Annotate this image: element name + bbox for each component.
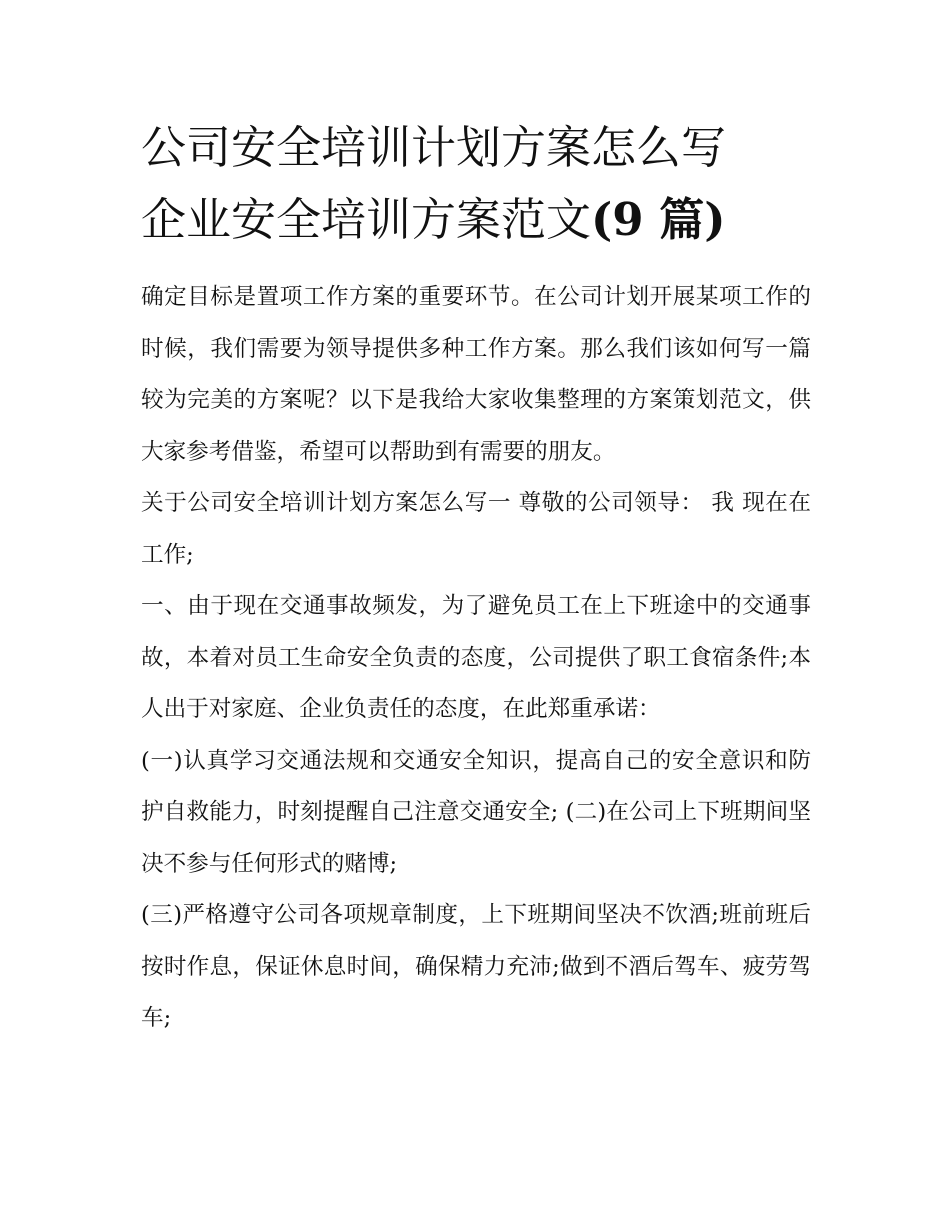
title-line-2-main: 企业安全培训方案范文	[141, 193, 592, 246]
section-heading-paragraph: 关于公司安全培训计划方案怎么写一 尊敬的公司领导： 我 现在在 工作;	[141, 490, 811, 568]
title-line-2	[141, 184, 811, 256]
item-1-2-paragraph: (一)认真学习交通法规和交通安全知识，提高自己的安全意识和防护自救能力，时刻提醒自己注意交通安全; (二)在公司上下班期间坚决不参与任何形式的赌博;	[141, 747, 811, 877]
commitment-paragraph: 一、由于现在交通事故频发，为了避免员工在上下班途中的交通事故，本着对员工生命安全负责的态度，公司提供了职工食宿条件;本人出于对家庭、企业负责任的态度，在此郑重承诺：	[141, 593, 811, 722]
title-line-1: 公司安全培训计划方案怎么写	[141, 121, 727, 174]
item-3-paragraph: (三)严格遵守公司各项规章制度，上下班期间坚决不饮酒;班前班后按时作息，保证休息时间，确保精力充沛;做到不酒后驾车、疲劳驾车;	[141, 902, 811, 1031]
document-title	[141, 112, 811, 256]
title-count-suffix: (9 篇)	[591, 193, 726, 246]
intro-paragraph: 确定目标是置项工作方案的重要环节。在公司计划开展某项工作的时候，我们需要为领导提供多种工作方案。那么我们该如何写一篇较为完美的方案呢？以下是我给大家收集整理的方案策划范文，供大家参考借鉴，希望可以帮助到有需要的朋友。	[141, 284, 811, 465]
document-body	[141, 112, 811, 1045]
